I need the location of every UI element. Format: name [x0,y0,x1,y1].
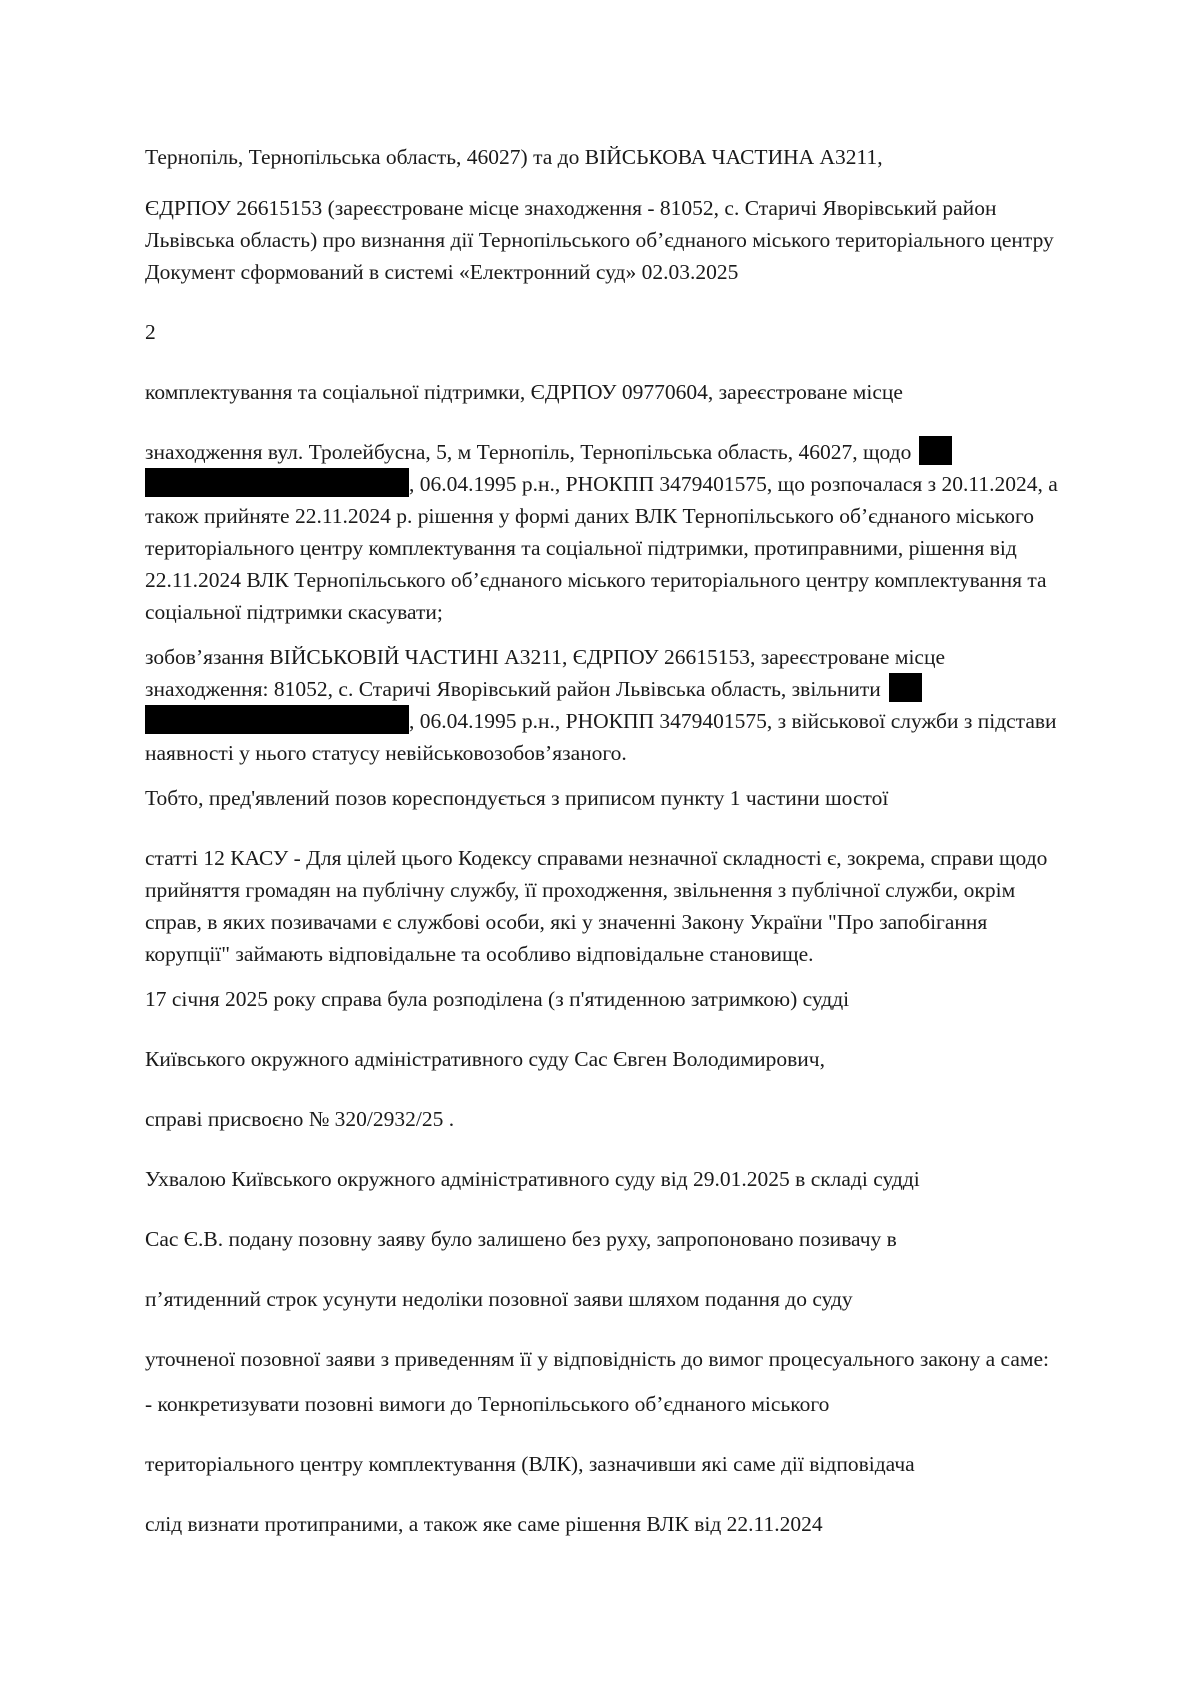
paragraph-7: статті 12 КАСУ - Для цілей цього Кодексу справами незначної складності є, зокрема, справи щодо прийняття громадян на публічну службу, її проходження, звільнення з публічної служби, окрім справ, в яких позивачами є службові особи, які у значенні Закону України "Про запобігання корупції" займають відповідальне та особливо відповідальне становище. [145,846,1048,966]
document-body [145,141,1065,1540]
paragraph-5-line-1: зобов’язання ВІЙСЬКОВІЙ ЧАСТИНІ А3211, ЄДРПОУ 26615153, зареєстроване місце [145,645,946,669]
page-number: 2 [145,320,156,344]
paragraph-3: комплектування та соціальної підтримки, ЄДРПОУ 09770604, зареєстроване місце [145,380,903,404]
paragraph-4 [145,436,1065,628]
paragraph-13: п’ятиденний строк усунути недоліки позовної заяви шляхом подання до суду [145,1287,853,1311]
paragraph-5 [145,641,1065,769]
paragraph-15: - конкретизувати позовні вимоги до Тернопільського об’єднаного міського [145,1392,830,1416]
redaction-block [145,468,409,497]
paragraph-2: ЄДРПОУ 26615153 (зареєстроване місце знаходження - 81052, с. Старичі Яворівський район Львівська область) про визнання дії Тернопільського об’єднаного міського територіального центру Документ сформований в системі «Електронний суд» 02.03.2025 [145,196,1054,284]
redaction-block [145,705,409,734]
paragraph-11: Ухвалою Київського окружного адміністративного суду від 29.01.2025 в складі судді [145,1167,920,1191]
paragraph-17: слід визнати протипраними, а також яке саме рішення ВЛК від 22.11.2024 [145,1512,823,1536]
paragraph-16: територіального центру комплектування (ВЛК), зазначивши які саме дії відповідача [145,1452,915,1476]
paragraph-5-rest: , 06.04.1995 р.н., РНОКПП 3479401575, з військової служби з підстави наявності у нього статусу невійськовозобов’язаного. [145,709,1057,765]
redaction-block [889,673,922,702]
paragraph-14: уточненої позовної заяви з приведенням її у відповідність до вимог процесуального закону а саме: [145,1347,1049,1371]
paragraph-12: Сас Є.В. подану позовну заяву було залишено без руху, запропоновано позивачу в [145,1227,897,1251]
paragraph-4-line-1: знаходження вул. Тролейбусна, 5, м Тернопіль, Тернопільська область, 46027, щодо [145,440,912,464]
paragraph-8: 17 січня 2025 року справа була розподілена (з п'ятиденною затримкою) судді [145,987,850,1011]
paragraph-10: справі присвоєно № 320/2932/25 . [145,1107,455,1131]
paragraph-9: Київського окружного адміністративного суду Сас Євген Володимирович, [145,1047,825,1071]
paragraph-4-rest: , 06.04.1995 р.н., РНОКПП 3479401575, що розпочалася з 20.11.2024, а також прийняте 22.11.2024 р. рішення у формі даних ВЛК Тернопільського об’єднаного міського територіального центру комплектування та соціальної підтримки, протиправними, рішення від 22.11.2024 ВЛК Тернопільського об’єднаного міського територіального центру комплектування та соціальної підтримки скасувати; [145,472,1058,624]
paragraph-5-line-2: знаходження: 81052, с. Старичі Яворівський район Львівська область, звільнити [145,677,881,701]
paragraph-6: Тобто, пред'явлений позов кореспондується з приписом пункту 1 частини шостої [145,786,889,810]
paragraph-1: Тернопіль, Тернопільська область, 46027) та до ВІЙСЬКОВА ЧАСТИНА А3211, [145,145,883,169]
redaction-block [919,436,952,465]
